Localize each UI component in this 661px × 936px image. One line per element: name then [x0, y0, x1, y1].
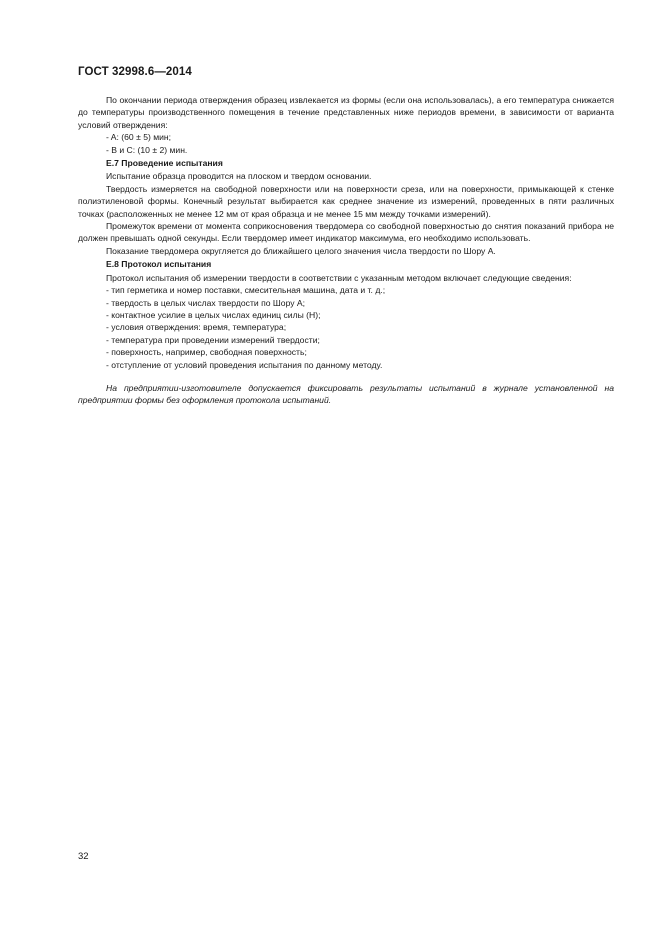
paragraph: Испытание образца проводится на плоском и твердом основании. [106, 171, 372, 182]
paragraph: Показание твердомера округляется до ближайшего целого значения числа твердости по Шору А. [106, 245, 496, 256]
note-paragraph: На предприятии-изготовителе допускается фиксировать результаты испытаний в журнале установленной на предприятии формы без оформления протокола испытаний. [78, 382, 614, 406]
list-item: - тип герметика и номер поставки, смесительная машина, дата и т. д.; [106, 285, 386, 296]
list-item: - температура при проведении измерений твердости; [106, 334, 320, 345]
paragraph: Твердость измеряется на свободной поверхности или на поверхности среза, или на поверхности, примыкающей к стенке полиэтиленовой формы. Конечный результат выбирается как среднее значение из измерений, проведенных в пяти различных точках (расположенных не менее 12 мм от края образца и не менее 15 мм между точками измерений). [78, 183, 614, 219]
paragraph: Промежуток времени от момента соприкосновения твердомера со свободной поверхностью до снятия показаний прибора не должен превышать одной секунды. Если твердомер имеет индикатор максимума, его необходимо использовать. [78, 221, 614, 244]
document-header: ГОСТ 32998.6—2014 [78, 66, 192, 78]
section-heading-e8: Е.8 Протокол испытания [106, 259, 212, 270]
list-item: - A: (60 ± 5) мин; [106, 132, 172, 143]
list-item: - условия отверждения: время, температура; [106, 322, 287, 333]
list-item: - твердость в целых числах твердости по Шору А; [106, 297, 306, 308]
section-heading-e7: Е.7 Проведение испытания [106, 158, 223, 169]
intro-paragraph: По окончании периода отверждения образец извлекается из формы (если она использовалась), а его температура снижается до температуры производственного помещения в течение представленных ниже периодов времени, в зависимости от варианта условий отверждения: [78, 95, 614, 130]
list-item: - отступление от условий проведения испытания по данному методу. [106, 359, 383, 370]
list-item: - B и C: (10 ± 2) мин. [106, 144, 188, 155]
page-content [78, 94, 614, 407]
paragraph: Протокол испытания об измерении твердости в соответствии с указанным методом включает следующие сведения: [106, 272, 572, 283]
page-number: 32 [78, 851, 89, 862]
list-item: - контактное усилие в целых числах единиц силы (Н); [106, 309, 321, 320]
list-item: - поверхность, например, свободная поверхность; [106, 347, 307, 358]
